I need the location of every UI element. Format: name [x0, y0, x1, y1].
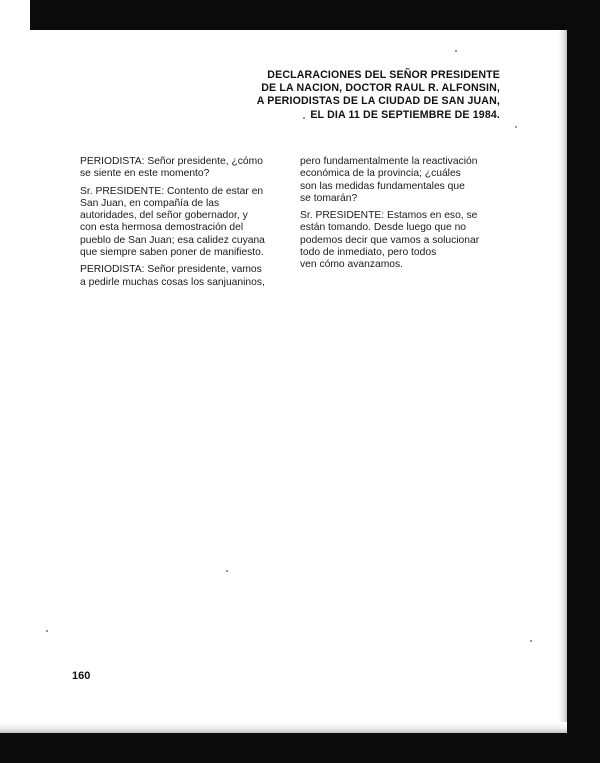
- paper-edge-bottom: [0, 722, 567, 733]
- text-line: PERIODISTA: Señor presidente, vamos: [80, 264, 262, 276]
- text-line: autoridades, del señor gobernador, y: [80, 210, 248, 222]
- scan-speck: [303, 117, 305, 119]
- text-line: Sr. PRESIDENTE: Estamos en eso, se: [300, 210, 478, 222]
- scan-speck: [226, 570, 228, 572]
- answer-paragraph: [300, 210, 510, 271]
- question-paragraph: [80, 264, 290, 289]
- question-paragraph: [80, 156, 290, 181]
- scan-speck: [515, 126, 517, 128]
- document-heading: [240, 69, 500, 122]
- text-line: todo de inmediato, pero todos: [300, 247, 437, 259]
- text-line: pueblo de San Juan; esa calidez cuyana: [80, 234, 265, 246]
- scan-speck: [530, 640, 532, 642]
- text-line: ven cómo avanzamos.: [300, 259, 404, 271]
- text-line: económica de la provincia; ¿cuáles: [300, 168, 461, 180]
- text-line: pero fundamentalmente la reactivación: [300, 156, 478, 167]
- text-line: que siempre saben poner de manifiesto.: [80, 247, 264, 259]
- scan-border-right: [567, 0, 600, 763]
- text-line: se tomarán?: [300, 192, 358, 204]
- text-line: San Juan, en compañía de las: [80, 197, 220, 209]
- text-line: PERIODISTA: Señor presidente, ¿cómo: [80, 156, 263, 167]
- text-line: son las medidas fundamentales que: [300, 180, 465, 192]
- heading-line: DE LA NACION, DOCTOR RAUL R. ALFONSIN,: [261, 82, 500, 95]
- heading-line: EL DIA 11 DE SEPTIEMBRE DE 1984.: [310, 108, 500, 121]
- scan-border-bottom: [0, 733, 600, 763]
- paper-edge-right: [558, 30, 567, 733]
- text-line: podemos decir que vamos a solucionar: [300, 234, 480, 246]
- text-line: están tomando. Desde luego que no: [300, 222, 467, 234]
- text-line: se siente en este momento?: [80, 168, 210, 180]
- text-line: Sr. PRESIDENTE: Contento de estar en: [80, 185, 264, 197]
- heading-line: DECLARACIONES DEL SEÑOR PRESIDENTE: [267, 69, 500, 81]
- left-text-column: [80, 156, 290, 294]
- scan-border-top: [30, 0, 600, 30]
- question-continuation-paragraph: [300, 156, 510, 205]
- right-text-column: [300, 156, 510, 277]
- text-line: con esta hermosa demostración del: [80, 222, 244, 234]
- page-number: 160: [72, 670, 91, 682]
- text-line: a pedirle muchas cosas los sanjuaninos,: [80, 276, 265, 288]
- scan-speck: [455, 50, 457, 52]
- answer-paragraph: [80, 186, 290, 260]
- scan-speck: [46, 630, 48, 632]
- heading-line: A PERIODISTAS DE LA CIUDAD DE SAN JUAN,: [256, 95, 500, 108]
